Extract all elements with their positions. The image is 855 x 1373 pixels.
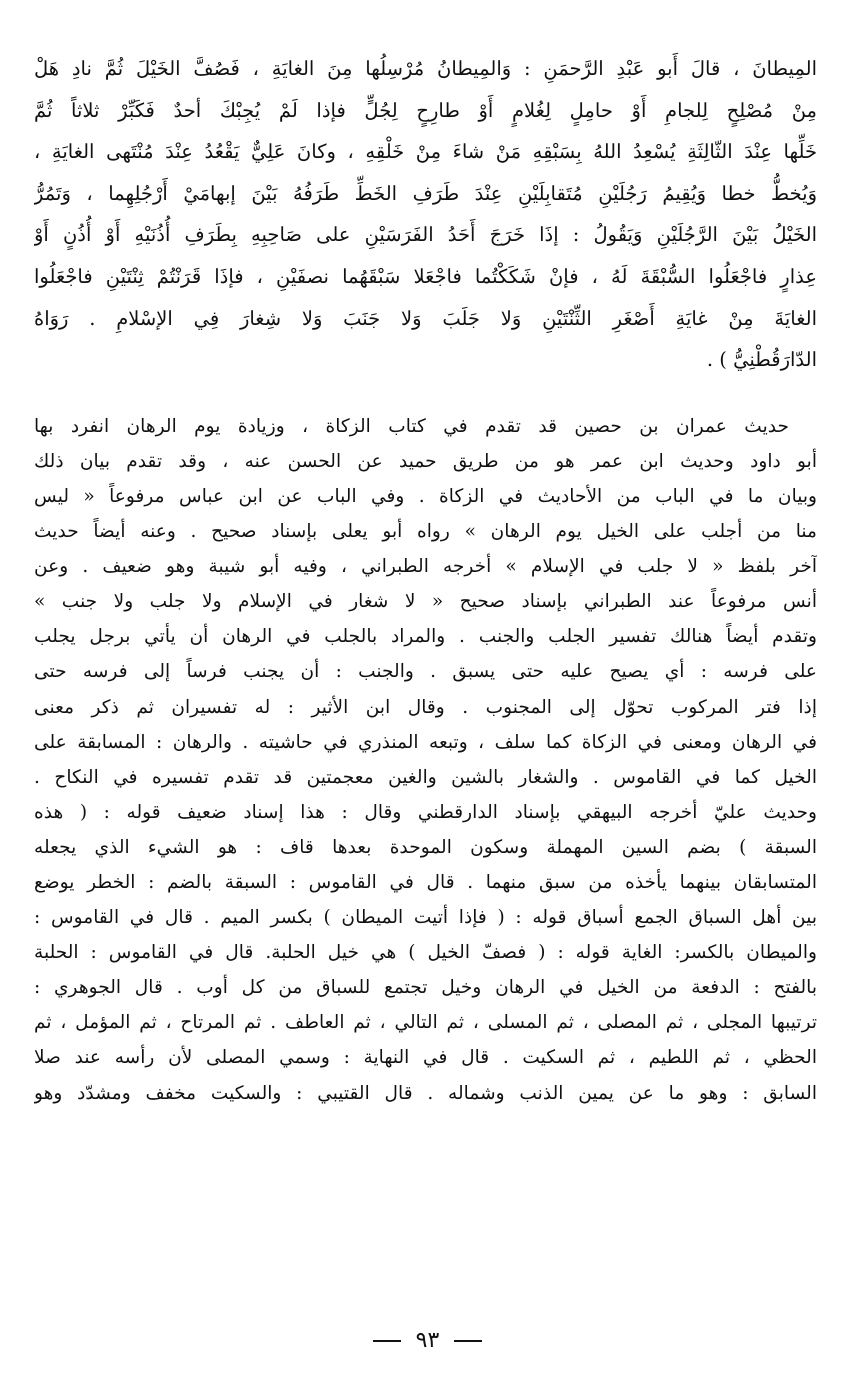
text-line: الخيل كما في القاموس . والشغار بالشين والغين معجمتين قد تقدم تفسيره في النكاح . <box>34 766 817 788</box>
text-line: وتقدم أيضاً هنالك تفسير الجلب والجنب . والمراد بالجلب في الرهان أن يأتي برجل يجلب <box>34 626 817 648</box>
text-line: المتسابقان بينهما يأخذه من سبق منهما . قال في القاموس : السبقة بالضم : الخطر يوضع <box>34 871 817 893</box>
text-line: ترتيبها المجلى ، ثم المصلى ، ثم المسلى ، ثم التالي ، ثم العاطف . ثم المرتاح ، ثم المؤمل ، ثم <box>34 1012 817 1034</box>
text-line: السبقة ) بضم السين المهملة وسكون الموحدة بعدها قاف : هو الشيء الذي يجعله <box>34 836 817 858</box>
text-line: الحظي ، ثم اللطيم ، ثم السكيت . قال في النهاية : وسمي المصلى لأن رأسه عند صلا <box>34 1047 817 1069</box>
text-line: بالفتح : الدفعة من الخيل في الرهان وخيل تجتمع للسباق من كل أوب . قال الجوهري : <box>34 977 817 999</box>
text-line: إذا فتر المركوب تحوّل إلى المجنوب . وقال ابن الأثير : له تفسيران ثم ذكر معنى <box>34 696 817 718</box>
text-line: بين أهل السباق الجمع أسباق قوله : ( فإذا أتيت الميطان ) بكسر الميم . قال في القاموس : <box>34 907 817 929</box>
text-line: عِذارٍ فاجْعَلُوا السُّبْقَةَ لَهُ ، فإنْ شَكَكْتُما فاجْعَلا سَبْقَهُما نصفَيْنِ ، فإذَا قَرَنْتُمْ ثِنْتَيْنِ فاجْعَلُوا <box>34 264 817 288</box>
hadith-text <box>34 48 817 381</box>
text-line: والميطان بالكسر: الغاية قوله : ( فصفّ الخيل ) هي خيل الحلبة. قال في القاموس : الحلبة <box>34 942 817 964</box>
text-line: المِيطانَ ، قالَ أَبو عَبْدِ الرَّحمَنِ : وَالمِيطانُ مُرْسِلُها مِنَ الغايَةِ ، فَصُفَّ الخَيْلَ ثُمَّ نادِ هَلْ <box>34 57 817 80</box>
text-line: منا من أجلب على الخيل يوم الرهان » رواه أبو يعلى بإسناد صحيح . وعنه أيضاً حديث <box>34 521 817 543</box>
text-line: على فرسه : أي يصيح عليه حتى يسبق . والجنب : أن يجنب فرساً إلى فرسه حتى <box>34 661 817 683</box>
dash-decoration <box>373 1340 401 1342</box>
text-line: وحديث عليّ أخرجه البيهقي بإسناد الدارقطني وقال : هذا إسناد ضعيف قوله : ( هذه <box>34 801 817 823</box>
page-number-text: ٩٣ <box>415 1328 440 1353</box>
text-line: آخر بلفظ « لا جلب في الإسلام » أخرجه الطبراني ، وفيه أبو شيبة وهو ضعيف . وعن <box>34 556 817 578</box>
text-line: أنس مرفوعاً عند الطبراني بإسناد صحيح « لا شغار في الإسلام ولا جلب ولا جنب » <box>34 591 817 613</box>
text-line: وبيان ما في الباب من الأحاديث في الزكاة . وفي الباب عن ابن عباس مرفوعاً « ليس <box>34 485 817 507</box>
text-line: أبو داود وحديث ابن عمر هو من طريق حميد عن الحسن عنه ، وقد تقدم بيان ذلك <box>34 450 817 472</box>
text-line: وَيُخطُّ خطا وَيُقِيمُ رَجُلَيْنِ مُتَقابِلَيْنِ عِنْدَ طَرَفِ الخَطِّ طَرَفُهُ بَيْنَ إبهامَيْ أَرْجُلِهِما ، وَتَمُرُّ <box>34 181 817 205</box>
dash-decoration <box>454 1340 482 1342</box>
text-line: الخَيْلُ بَيْنَ الرَّجُلَيْنِ وَيَقُولُ : إذَا خَرَجَ أَحَدُ الفَرَسَيْنِ على صَاحِبِهِ بِطَرَفِ أُذُنَيْهِ أَوْ أُذُنٍ أَوْ <box>34 223 817 247</box>
text-line: السابق : وهو ما عن يمين الذنب وشماله . قال القتيبي : والسكيت مخفف ومشدّد وهو <box>34 1082 817 1104</box>
page-number <box>0 1328 855 1353</box>
text-line: في الرهان ومعنى في الزكاة كما سلف ، وتبعه المنذري في حاشيته . والرهان : المسابقة على <box>34 731 817 753</box>
text-line: حديث عمران بن حصين قد تقدم في كتاب الزكاة ، وزيادة يوم الرهان انفرد بها <box>34 415 789 437</box>
text-line: الدّارَقُطْنِيُّ ) . <box>706 348 817 372</box>
commentary-text <box>34 409 817 1111</box>
text-line: مِنْ مُصْلِحٍ لِلجامِ أَوْ حامِلٍ لِغُلامٍ أَوْ طارِحٍ لِجُلٍّ فإذا لَمْ يُجِبْكَ أحدٌ فَكَبِّرْ ثلاثاً ثُمَّ <box>34 98 817 122</box>
text-line: خَلِّها عِنْدَ الثّالِثَةِ يُسْعِدُ اللهُ بِسَبْقِهِ مَنْ شاءَ مِنْ خَلْقِهِ ، وكانَ عَلِيٌّ يَقْعُدُ عِنْدَ مُنْتَهى الغايَةِ ، <box>34 140 817 164</box>
text-line: الغايَةَ مِنْ غايَةِ أَصْغَرِ الثِّنْتَيْنِ وَلا جَلَبَ وَلا جَنَبَ وَلا شِغارَ فِي الإسْلامِ . رَوَاهُ <box>34 306 817 330</box>
